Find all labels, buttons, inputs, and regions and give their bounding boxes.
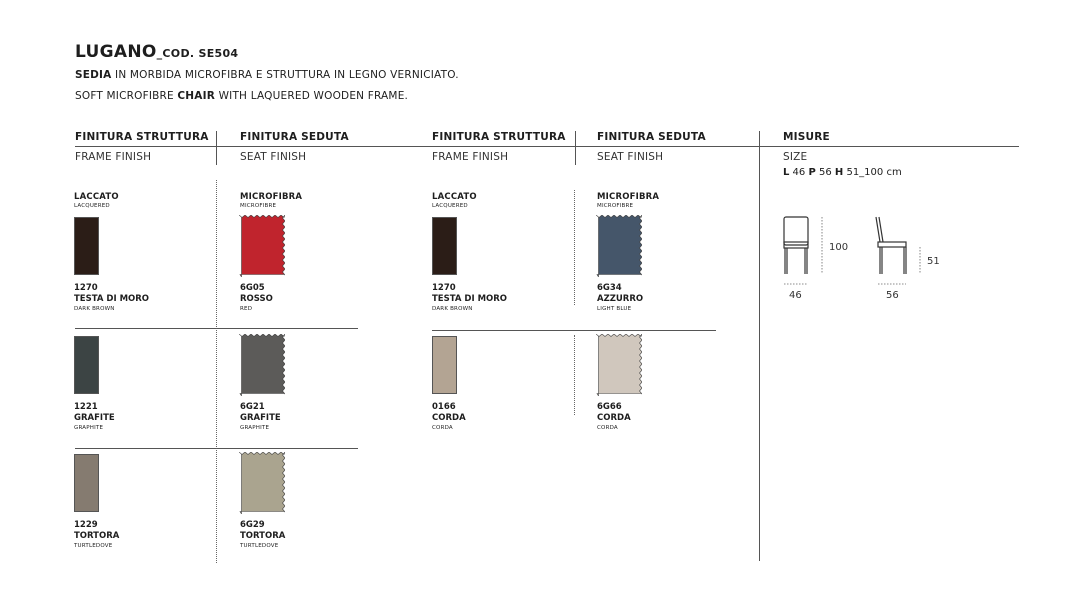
header-size-en: SIZE bbox=[783, 151, 808, 163]
fabric-shape bbox=[596, 215, 642, 277]
description-english: SOFT MICROFIBRE CHAIR WITH LAQUERED WOODEN FRAME. bbox=[75, 90, 409, 102]
header-seat-finish-1-en: SEAT FINISH bbox=[240, 151, 307, 163]
frame-finish-item: 1270 TESTA DI MORO DARK BROWN bbox=[432, 283, 508, 312]
frame-swatch-turtledove bbox=[74, 454, 99, 512]
header-frame-finish-1-en: FRAME FINISH bbox=[75, 151, 152, 163]
seat-finish-item: 6G21 GRAFITE GRAPHITE bbox=[240, 402, 281, 431]
header-frame-finish-2-en: FRAME FINISH bbox=[432, 151, 509, 163]
frame-finish-item: 1270 TESTA DI MORO DARK BROWN bbox=[74, 283, 150, 312]
seat-fabric-swatch-light-blue bbox=[596, 215, 642, 277]
row-rule bbox=[432, 330, 716, 331]
fabric-shape bbox=[239, 334, 285, 396]
column-divider-dotted bbox=[216, 180, 217, 563]
seat-finish-item: 6G29 TORTORA TURTLEDOVE bbox=[240, 520, 286, 549]
seat-height-label: 51 bbox=[927, 256, 940, 267]
frame-swatch-corda bbox=[432, 336, 457, 394]
frame-finish-item: 1229 TORTORA TURTLEDOVE bbox=[74, 520, 120, 549]
header-divider bbox=[575, 131, 576, 165]
chair-height-label: 100 bbox=[829, 242, 849, 253]
row-rule bbox=[75, 328, 358, 329]
seat-fabric-swatch-graphite bbox=[239, 334, 285, 396]
description-italian: SEDIA IN MORBIDA MICROFIBRA E STRUTTURA IN LEGNO VERNICIATO. bbox=[75, 69, 459, 81]
product-title bbox=[75, 42, 238, 62]
microfibre-label-2: MICROFIBRA MICROFIBRE bbox=[597, 192, 660, 209]
seat-fabric-swatch-turtledove bbox=[239, 452, 285, 514]
frame-swatch-graphite bbox=[74, 336, 99, 394]
header-seat-finish-2: FINITURA SEDUTA bbox=[597, 131, 706, 143]
header-divider bbox=[216, 131, 217, 165]
column-divider-dotted bbox=[574, 190, 575, 305]
seat-fabric-swatch-corda bbox=[596, 334, 642, 396]
chair-front-drawing bbox=[780, 212, 830, 302]
lacquered-label-1: LACCATO LACQUERED bbox=[74, 192, 119, 209]
frame-finish-item: 1221 GRAFITE GRAPHITE bbox=[74, 402, 115, 431]
header-frame-finish-2: FINITURA STRUTTURA bbox=[432, 131, 566, 143]
chair-depth-label: 56 bbox=[886, 290, 899, 301]
microfibre-label-1: MICROFIBRA MICROFIBRE bbox=[240, 192, 303, 209]
product-name: LUGANO bbox=[75, 42, 157, 62]
header-seat-finish-1: FINITURA SEDUTA bbox=[240, 131, 349, 143]
product-code: _COD. SE504 bbox=[156, 47, 239, 60]
frame-swatch-dark-brown-2 bbox=[432, 217, 457, 275]
size-column-divider bbox=[759, 131, 760, 561]
chair-width-label: 46 bbox=[789, 290, 802, 301]
lacquered-label-2: LACCATO LACQUERED bbox=[432, 192, 477, 209]
header-size: MISURE bbox=[783, 131, 830, 143]
frame-swatch-dark-brown bbox=[74, 217, 99, 275]
seat-finish-item: 6G05 ROSSO RED bbox=[240, 283, 273, 312]
fabric-shape bbox=[239, 452, 285, 514]
row-rule bbox=[75, 448, 358, 449]
size-dimensions: L 46 P 56 H 51_100 cm bbox=[783, 167, 902, 178]
seat-finish-item: 6G34 AZZURRO LIGHT BLUE bbox=[597, 283, 644, 312]
fabric-shape bbox=[239, 215, 285, 277]
seat-fabric-swatch-red bbox=[239, 215, 285, 277]
fabric-shape bbox=[596, 334, 642, 396]
header-seat-finish-2-en: SEAT FINISH bbox=[597, 151, 664, 163]
header-frame-finish-1: FINITURA STRUTTURA bbox=[75, 131, 209, 143]
frame-finish-item: 0166 CORDA CORDA bbox=[432, 402, 466, 431]
column-divider-dotted bbox=[574, 335, 575, 415]
seat-finish-item: 6G66 CORDA CORDA bbox=[597, 402, 631, 431]
